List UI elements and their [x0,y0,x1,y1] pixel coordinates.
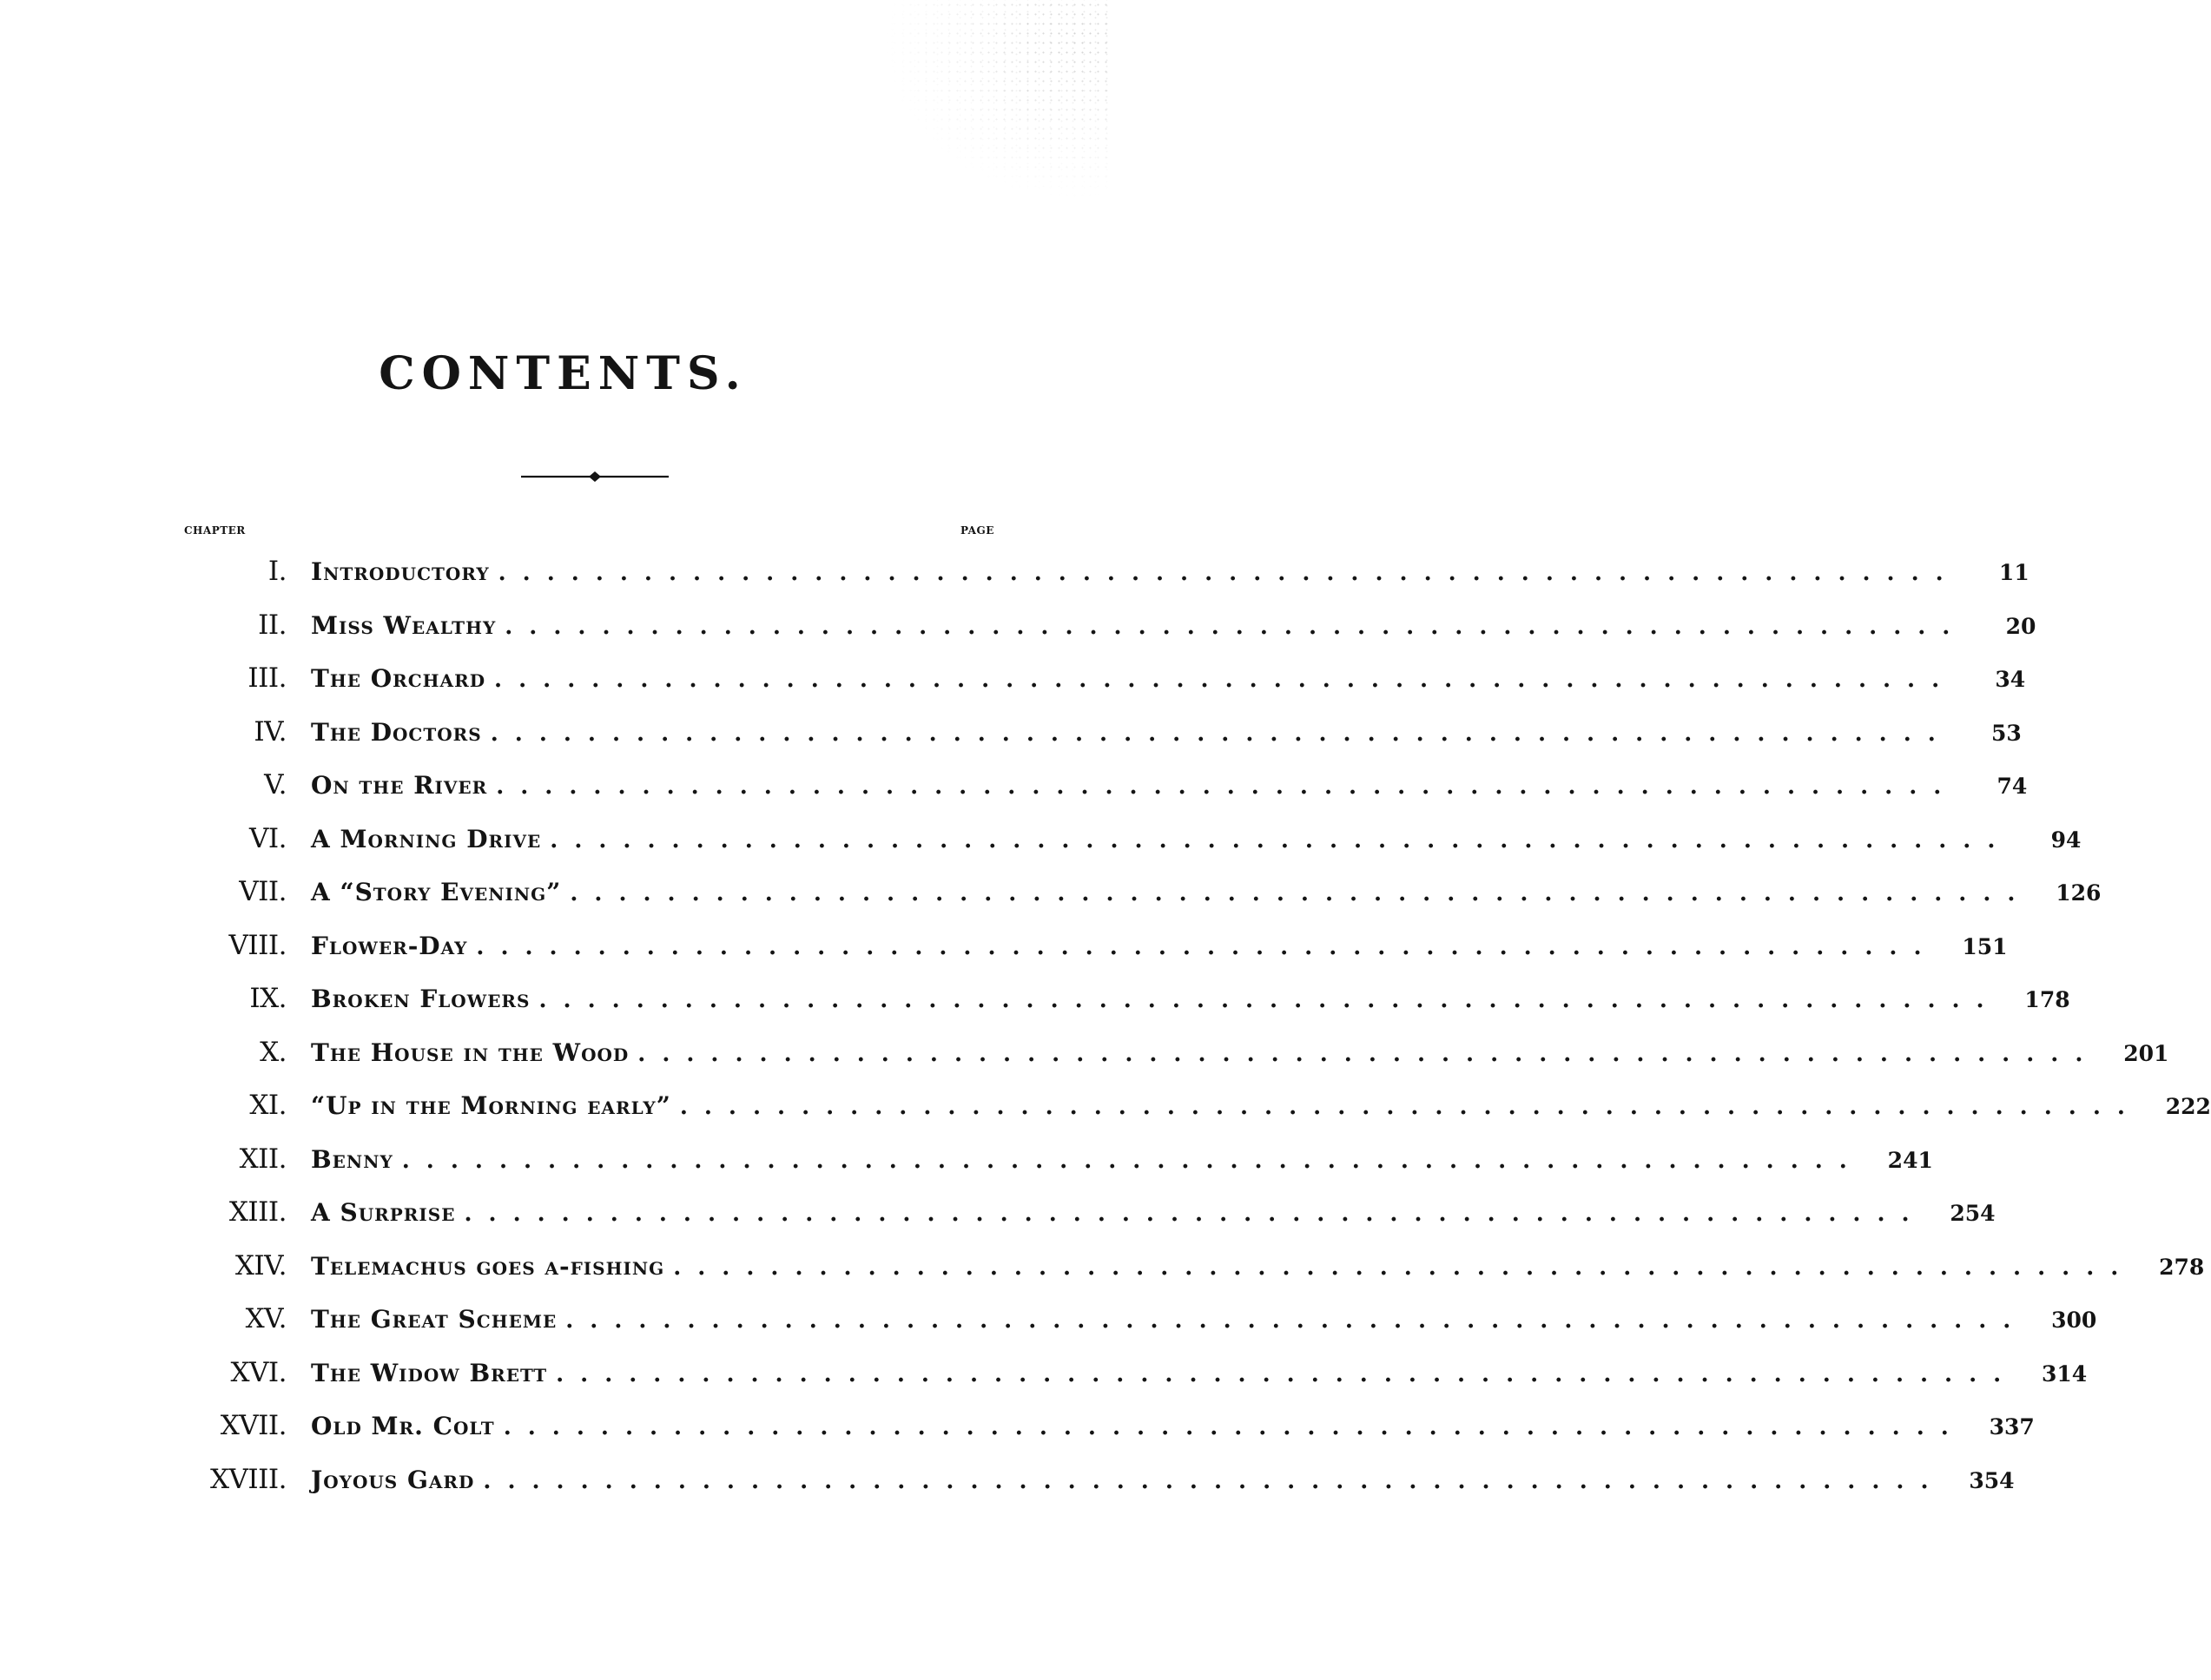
page-number: 300 [2051,1308,2097,1333]
dot-leader: ............................................................ [494,667,1957,693]
chapter-title: Old Mr. Colt [311,1412,495,1440]
scan-speckle [883,0,1109,200]
page-number: 354 [1969,1467,2015,1493]
dot-leader: ............................................................ [476,933,1938,960]
dot-leader: ............................................................ [483,1467,1945,1494]
chapter-number: VIII. [228,929,287,961]
page-number: 11 [1998,560,2030,585]
toc-entry [0,1303,2097,1338]
dot-leader: ............................................................ [490,720,1952,747]
toc-entry [0,1249,2205,1285]
dot-leader: ............................................................ [538,987,2001,1013]
toc-entry [0,1143,1933,1178]
page-number: 126 [2056,880,2102,906]
chapter-title: Joyous Gard [311,1465,475,1494]
page-number: 151 [1962,933,2008,959]
page-number: 241 [1887,1147,1933,1173]
chapter-title: Telemachus goes a-fishing [311,1251,665,1281]
chapter-title: “Up in the Morning early” [311,1091,671,1120]
toc-entry [0,929,2008,965]
chapter-number: XVI. [230,1356,287,1388]
chapter-number: VII. [239,876,287,907]
toc-entry [0,1463,2015,1499]
toc-entry [0,1036,2169,1071]
page-number: 53 [1991,720,2022,746]
chapter-title: The Orchard [311,664,486,693]
chapter-title: The Doctors [311,717,482,747]
chapter-number: II. [258,609,287,641]
chapter-title: A Morning Drive [311,824,542,853]
dot-leader: ............................................................ [673,1254,2135,1281]
dot-leader: ............................................................ [496,774,1958,800]
chapter-number: XIII. [228,1196,287,1228]
toc-entry [0,1090,2211,1124]
chapter-title: The House in the Wood [311,1038,630,1067]
page-number: 74 [1996,774,2028,799]
page-number: 254 [1950,1201,1996,1226]
page-column-header: PAGE [960,524,994,537]
dot-leader: ............................................................ [679,1094,2142,1120]
dot-leader: ............................................................ [556,1360,2018,1387]
toc-entry [0,556,2030,590]
dot-leader: ............................................................ [565,1308,2028,1334]
chapter-number: XV. [245,1303,287,1334]
chapter-number: III. [248,662,287,694]
chapter-title: Broken Flowers [311,985,531,1013]
chapter-title: Flower-Day [311,931,468,960]
toc-entry [0,609,2036,644]
chapter-column-header: CHAPTER [184,524,246,537]
chapter-number: XII. [239,1143,287,1175]
page-number: 34 [1995,667,2026,692]
chapter-number: IV. [254,715,287,748]
divider-ornament-icon [521,469,669,484]
toc-entry [0,662,2026,697]
page-number: 337 [1989,1414,2035,1440]
page-number: 278 [2159,1254,2205,1280]
toc-entry [0,983,2070,1018]
page-title: CONTENTS. [379,347,748,400]
page-number: 94 [2050,827,2082,853]
chapter-number: VI. [249,822,287,854]
page-number: 20 [2005,613,2036,639]
page-number: 222 [2165,1094,2211,1119]
dot-leader: ............................................................ [464,1201,1926,1227]
chapter-title: The Great Scheme [311,1305,558,1334]
chapter-title: Benny [311,1144,393,1174]
dot-leader: ............................................................ [503,1414,1965,1440]
dot-leader: ............................................................ [401,1147,1864,1174]
chapter-number: XVIII. [209,1463,287,1495]
toc-entry [0,715,2022,751]
chapter-title: Introductory [311,557,490,586]
chapter-title: Miss Wealthy [311,610,497,640]
chapter-title: A “Story Evening” [311,878,562,906]
dot-leader: ............................................................ [498,560,1960,586]
toc-entry [0,1410,2035,1445]
dot-leader: ............................................................ [570,880,2032,906]
dot-leader: ............................................................ [505,613,1967,640]
chapter-title: A Surprise [311,1198,456,1227]
chapter-number: XVII. [220,1410,287,1441]
dot-leader: ............................................................ [550,827,2012,853]
page-number: 178 [2024,987,2070,1012]
page-number: 201 [2123,1040,2169,1066]
toc-entry [0,876,2102,911]
toc-entry [0,1196,1996,1231]
chapter-number: XIV. [234,1249,287,1281]
chapter-number: I. [267,556,287,587]
dot-leader: ............................................................ [637,1040,2100,1067]
chapter-number: IX. [249,983,287,1014]
toc-entry [0,1356,2088,1392]
chapter-number: V. [264,769,287,800]
toc-entry [0,769,2028,804]
page-number: 314 [2042,1360,2088,1387]
chapter-title: On the River [311,771,488,800]
chapter-number: XI. [249,1090,287,1121]
chapter-number: X. [260,1036,287,1068]
chapter-title: The Widow Brett [311,1358,548,1387]
toc-entry [0,822,2082,858]
